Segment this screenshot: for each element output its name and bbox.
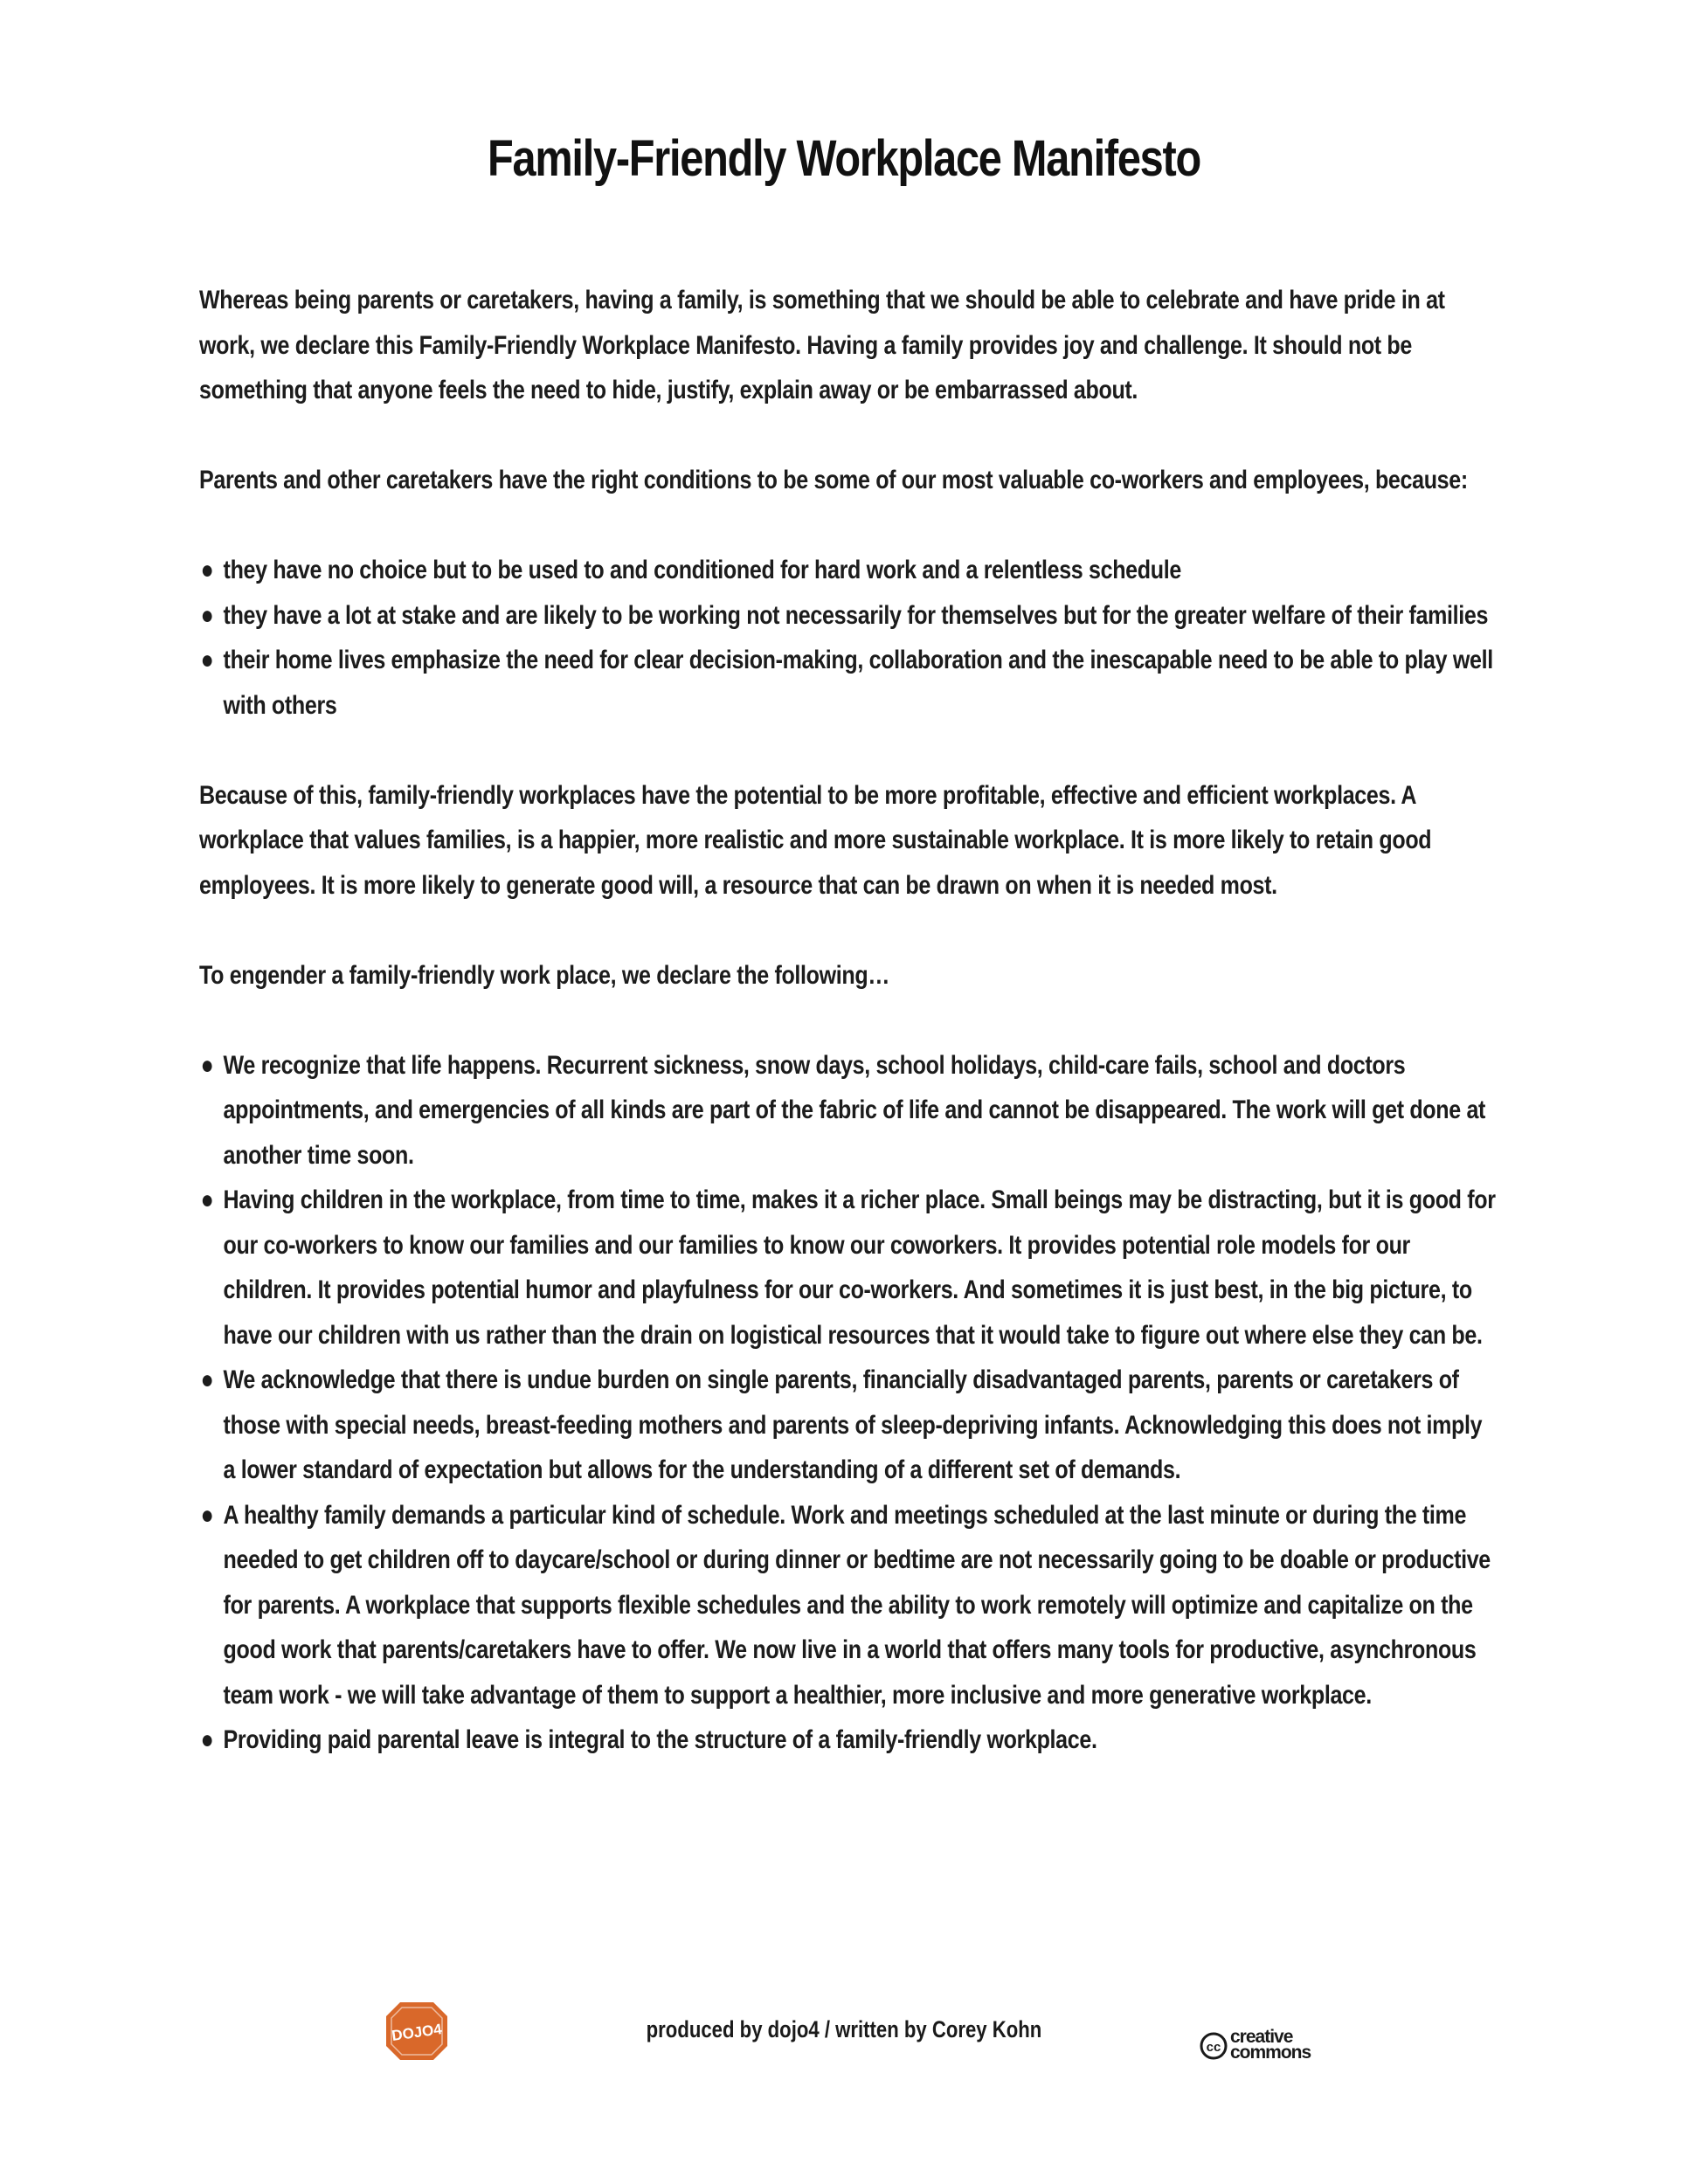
because-lead: Parents and other caretakers have the right conditions to be some of our most valuable co-workers and employees, because: (199, 466, 1468, 494)
list-item-text: Having children in the workplace, from time to time, makes it a richer place. Small beings may be distracting, but it is good for our co-workers to know our families and our families to know our coworkers. It provides potential role models for our children. It provides potential humor and playfulness for our co-workers. And sometimes it is just best, in the big picture, to have our children with us rather than the drain on logistical resources that it would take to figure out where else they can be. (223, 1185, 1496, 1350)
list-item (199, 593, 1498, 639)
list-item-text: their home lives emphasize the need for clear decision-making, collaboration and the inescapable need to be able to play well with others (223, 646, 1493, 720)
because-list (199, 548, 1498, 728)
footer-credit: produced by dojo4 / written by Corey Kohn (646, 2016, 1042, 2042)
list-item (199, 548, 1498, 593)
list-item-text: We recognize that life happens. Recurrent sickness, snow days, school holidays, child-care fails, school and doctors appointments, and emergencies of all kinds are part of the fabric of life and cannot be disappeared. The work will get done at another time soon. (223, 1050, 1486, 1170)
list-item (199, 1358, 1498, 1493)
because-paragraph: Because of this, family-friendly workplaces have the potential to be more profitable, effective and efficient workplaces. A workplace that values families, is a happier, more realistic and more sustainable workplace. It is more likely to retain good employees. It is more likely to generate good will, a resource that can be drawn on when it is needed most. (199, 780, 1432, 900)
list-item-text: they have no choice but to be used to and conditioned for hard work and a relentless schedule (223, 556, 1181, 584)
bullet-icon: ● (200, 1050, 214, 1080)
list-item (199, 638, 1498, 728)
declarations-list (199, 1043, 1498, 1763)
bullet-icon: ● (200, 1365, 214, 1394)
list-item-text: A healthy family demands a particular kind of schedule. Work and meetings scheduled at the last minute or during the time needed to get children off to daycare/school or during dinner or bedtime are not necessarily going to be doable or productive for parents. A workplace that supports flexible schedules and the ability to work remotely will optimize and capitalize on the good work that parents/caretakers have to offer. We now live in a world that offers many tools for productive, asynchronous team work - we will take advantage of them to support a healthier, more inclusive and more generative workplace. (223, 1500, 1491, 1710)
creative-commons-logo-icon (1199, 2025, 1347, 2062)
cc-mark-text: cc (1206, 2040, 1221, 2055)
list-item (199, 1493, 1498, 1718)
bullet-icon: ● (200, 1185, 214, 1214)
list-item (199, 1178, 1498, 1358)
list-item (199, 1043, 1498, 1178)
list-item-text: they have a lot at stake and are likely to be working not necessarily for themselves but for the greater welfare of their families (223, 600, 1489, 630)
bullet-icon: ● (200, 556, 214, 584)
bullet-icon: ● (200, 600, 214, 630)
cc-logo-text-bottom: commons (1230, 2042, 1311, 2062)
list-item-text: We acknowledge that there is undue burden on single parents, financially disadvantaged parents, parents or caretakers of those with special needs, breast-feeding mothers and parents of sleep-depriving infants. Acknowledging this does not imply a lower standard of expectation but allows for the understanding of a different set of demands. (223, 1365, 1483, 1484)
bullet-icon: ● (200, 1500, 214, 1530)
cc-logo-text-top: creative (1230, 2027, 1293, 2047)
dojo4-logo-text: DOJO4 (391, 2021, 443, 2044)
page-title: Family-Friendly Workplace Manifesto (488, 130, 1200, 187)
manifesto-body (199, 278, 1498, 1807)
bullet-icon: ● (200, 646, 214, 674)
list-item (199, 1717, 1498, 1763)
intro-paragraph: Whereas being parents or caretakers, having a family, is something that we should be able to celebrate and have pride in at work, we declare this Family-Friendly Workplace Manifesto. Having a family provides joy and challenge. It should not be something that anyone feels the need to hide, justify, explain away or be embarrassed about. (199, 286, 1445, 404)
declare-lead: To engender a family-friendly work place, we declare the following… (199, 960, 890, 990)
list-item-text: Providing paid parental leave is integral to the structure of a family-friendly workplace. (223, 1725, 1097, 1754)
bullet-icon: ● (200, 1725, 214, 1754)
